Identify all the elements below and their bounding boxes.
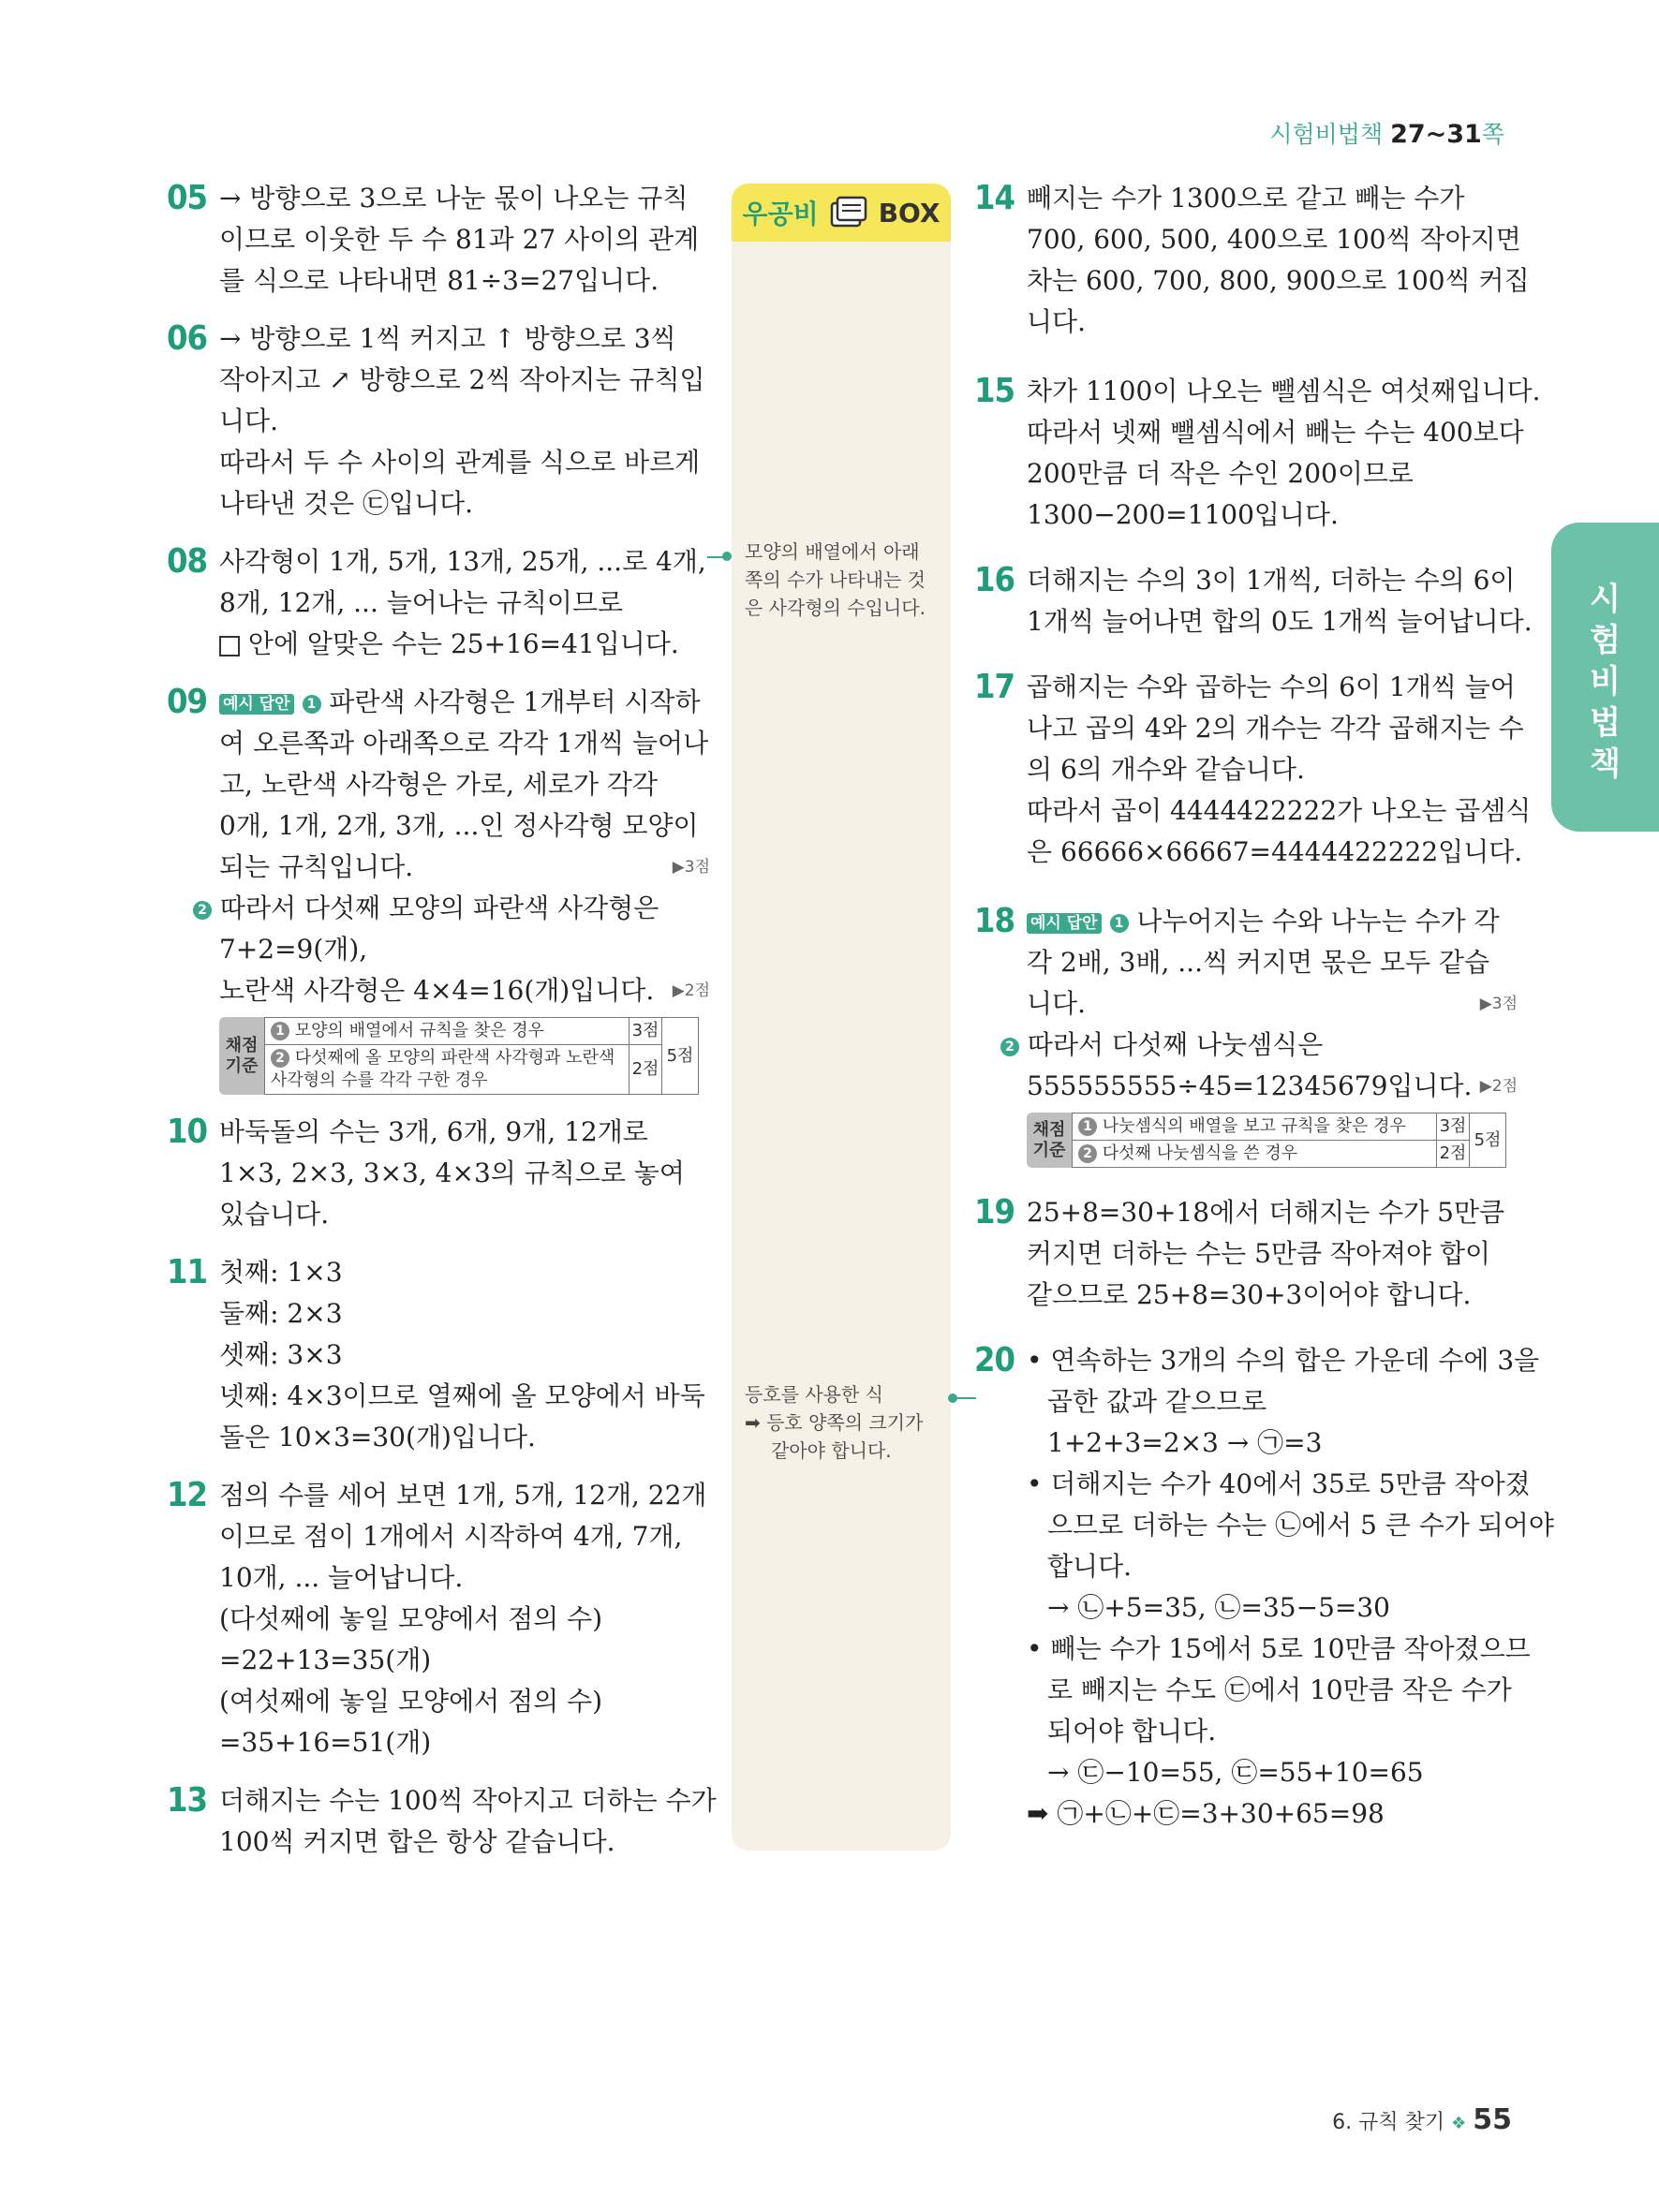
blank-box-icon	[219, 636, 240, 656]
problem-19	[974, 1192, 1518, 1316]
memo-line: 모양의 배열에서 아래	[745, 540, 920, 563]
score-points: 3점	[630, 1018, 662, 1045]
sidebar-title-word: 우공비	[742, 199, 819, 229]
text-line: 합니다.	[1047, 1551, 1133, 1582]
sidebar-title-box: BOX	[878, 197, 941, 229]
text-line: =22+13=35(개)	[219, 1644, 432, 1675]
points-label: ▶2점	[672, 981, 710, 1000]
problem-number: 05	[167, 179, 208, 217]
text-line: 노란색 사각형은 4×4=16(개)입니다.	[219, 975, 655, 1006]
problem-17	[974, 667, 1532, 873]
text-line: 따라서 넷째 뺄셈식에서 빼는 수는 400보다	[1027, 417, 1524, 448]
problem-number: 20	[974, 1341, 1015, 1379]
step-2-icon: 2	[1078, 1144, 1097, 1163]
text-line: 돌은 10×3=30(개)입니다.	[219, 1422, 536, 1453]
text-line: 으므로 더하는 수는 ㉡에서 5 큰 수가 되어야	[1047, 1510, 1554, 1541]
text-line: 고, 노란색 사각형은 가로, 세로가 각각	[219, 769, 659, 800]
problem-05	[167, 178, 710, 302]
page-number: 55	[1473, 2103, 1512, 2136]
text-line: → ㉢−10=55, ㉢=55+10=65	[1047, 1757, 1424, 1788]
scoring-table	[1027, 1113, 1518, 1168]
problem-number: 18	[974, 902, 1015, 940]
score-points: 2점	[630, 1045, 662, 1095]
text-line: 7+2=9(개),	[219, 934, 368, 965]
text-line: 커지면 더하는 수는 5만큼 작아져야 합이	[1027, 1238, 1491, 1269]
left-column	[167, 178, 717, 1880]
section-side-tab[interactable]	[1551, 523, 1659, 832]
score-criterion: 다섯째에 올 모양의 파란색 사각형과 노란색 사각형의 수를 각각 구한 경우	[271, 1048, 615, 1090]
text-line: 200만큼 더 작은 수인 200이므로	[1027, 458, 1414, 489]
problem-number: 10	[167, 1113, 208, 1151]
problem-18	[974, 901, 1518, 1168]
text-line: 이므로 점이 1개에서 시작하여 4개, 7개,	[219, 1521, 683, 1552]
scoring-label: 채점 기준	[1027, 1113, 1072, 1168]
text-line: 를 식으로 나타내면 81÷3=27입니다.	[219, 265, 659, 296]
text-line: 니다.	[1027, 306, 1086, 337]
text-line: 100씩 커지면 합은 항상 같습니다.	[219, 1826, 615, 1857]
chapter-title: 6. 규칙 찾기	[1332, 2111, 1445, 2134]
tab-char: 책	[1590, 745, 1621, 783]
connector-dot	[722, 552, 732, 561]
text-line: → 방향으로 3으로 나눈 몫이 나오는 규칙	[219, 183, 689, 214]
problem-number: 06	[167, 319, 208, 358]
diamond-icon: ❖	[1451, 2114, 1467, 2133]
text-line: 8개, 12개, ... 늘어나는 규칙이므로	[219, 587, 624, 618]
text-line: 셋째: 3×3	[219, 1339, 343, 1370]
sidebar-header	[732, 184, 951, 242]
step-2-icon: 2	[1000, 1038, 1019, 1056]
problem-12	[167, 1475, 710, 1763]
text-line: 사각형이 1개, 5개, 13개, 25개, ...로 4개,	[219, 546, 706, 577]
memo-note-20	[745, 1380, 923, 1465]
text-line: 각 2배, 3배, ...씩 커지면 몫은 모두 같습	[1027, 947, 1490, 978]
text-line: • 더해지는 수가 40에서 35로 5만큼 작아졌	[1027, 1468, 1531, 1499]
header-suffix: 쪽	[1481, 121, 1504, 148]
text-line: 니다.	[219, 406, 278, 436]
score-points: 2점	[1437, 1141, 1470, 1168]
text-line: 빼지는 수가 1300으로 같고 빼는 수가	[1027, 183, 1465, 214]
problem-16	[974, 560, 1533, 642]
scoring-label: 채점 기준	[219, 1017, 264, 1095]
text-line: 같으므로 25+8=30+3이어야 합니다.	[1027, 1279, 1472, 1310]
text-line: 넷째: 4×3이므로 열째에 올 모양에서 바둑	[219, 1380, 705, 1411]
problem-10	[167, 1112, 710, 1235]
text-line: 첫째: 1×3	[219, 1257, 343, 1288]
text-line: (여섯째에 놓일 모양에서 점의 수)	[219, 1686, 603, 1717]
text-line: • 빼는 수가 15에서 5로 10만큼 작아졌으므	[1027, 1633, 1531, 1664]
text-line: 따라서 다섯째 모양의 파란색 사각형은	[219, 892, 659, 923]
page-header	[1269, 116, 1504, 150]
problem-13	[167, 1780, 717, 1863]
text-line: 차가 1100이 나오는 뺄셈식은 여섯째입니다.	[1027, 376, 1541, 406]
score-criterion: 모양의 배열에서 규칙을 찾은 경우	[294, 1021, 545, 1040]
example-answer-badge: 예시 답안	[219, 694, 294, 715]
problem-08	[167, 541, 710, 665]
problem-06	[167, 318, 710, 524]
points-label: ▶3점	[1479, 995, 1518, 1013]
memo-line: 은 사각형의 수입니다.	[745, 597, 926, 619]
step-1-icon: 1	[1078, 1117, 1097, 1136]
score-total: 5점	[1470, 1113, 1506, 1168]
text-line: (다섯째에 놓일 모양에서 점의 수)	[219, 1603, 603, 1634]
right-column	[974, 178, 1554, 1851]
text-line: 나누어지는 수와 나누는 수가 각	[1136, 906, 1500, 936]
text-line: 0개, 1개, 2개, 3개, ...인 정사각형 모양이	[219, 810, 699, 841]
tab-char: 험	[1590, 622, 1621, 659]
points-label: ▶2점	[1479, 1077, 1518, 1096]
problem-number: 11	[167, 1253, 208, 1291]
memo-note-08	[745, 538, 926, 622]
text-line: 바둑돌의 수는 3개, 6개, 9개, 12개로	[219, 1116, 648, 1147]
text-line: 10개, ... 늘어납니다.	[219, 1562, 464, 1593]
text-line: 로 빼지는 수도 ㉢에서 10만큼 작은 수가	[1047, 1674, 1512, 1705]
problem-09	[167, 682, 710, 1095]
text-line: 점의 수를 세어 보면 1개, 5개, 12개, 22개	[219, 1480, 707, 1511]
problem-14	[974, 178, 1530, 343]
score-criterion: 나눗셈식의 배열을 보고 규칙을 찾은 경우	[1102, 1116, 1406, 1136]
problem-number: 19	[974, 1193, 1015, 1231]
tab-char: 비	[1590, 663, 1621, 700]
text-line: 파란색 사각형은 1개부터 시작하	[329, 686, 701, 717]
memo-sidebar	[732, 184, 951, 1851]
text-line: 이므로 이웃한 두 수 81과 27 사이의 관계	[219, 224, 700, 255]
text-line: 1+2+3=2×3 → ㉠=3	[1047, 1427, 1323, 1458]
text-line: 1×3, 2×3, 3×3, 4×3의 규칙으로 놓여	[219, 1158, 685, 1188]
text-line: 555555555÷45=12345679입니다.	[1027, 1070, 1473, 1101]
score-total: 5점	[662, 1018, 699, 1095]
memo-line: 등호를 사용한 식	[745, 1383, 883, 1406]
problem-number: 14	[974, 179, 1015, 217]
text-line: 따라서 두 수 사이의 관계를 식으로 바르게	[219, 447, 701, 478]
text-line: 되는 규칙입니다.	[219, 851, 414, 882]
example-answer-badge: 예시 답안	[1027, 913, 1102, 934]
points-label: ▶3점	[672, 858, 710, 877]
text-line: 더해지는 수의 3이 1개씩, 더하는 수의 6이	[1027, 565, 1516, 596]
step-2-icon: 2	[193, 901, 212, 920]
text-line: 곱해지는 수와 곱하는 수의 6이 1개씩 늘어	[1027, 671, 1516, 702]
text-line: 니다.	[1027, 988, 1086, 1019]
text-line: 700, 600, 500, 400으로 100씩 작아지면	[1027, 224, 1521, 255]
problem-number: 08	[167, 542, 208, 581]
text-line: 안에 알맞은 수는 25+16=41입니다.	[247, 628, 679, 659]
step-1-icon: 1	[271, 1022, 289, 1040]
text-line: 따라서 곱이 4444422222가 나오는 곱셈식	[1027, 795, 1532, 826]
problem-number: 09	[167, 683, 208, 721]
text-line: 차는 600, 700, 800, 900으로 100씩 커집	[1027, 265, 1530, 296]
problem-15	[974, 371, 1541, 536]
text-line: → ㉡+5=35, ㉡=35−5=30	[1047, 1592, 1390, 1623]
problem-11	[167, 1252, 710, 1458]
text-line: • 연속하는 3개의 수의 합은 가운데 수에 3을	[1027, 1345, 1540, 1376]
problem-number: 13	[167, 1781, 208, 1820]
problem-number: 16	[974, 561, 1015, 599]
memo-line: 쪽의 수가 나타내는 것	[745, 568, 926, 591]
text-line: 25+8=30+18에서 더해지는 수가 5만큼	[1027, 1197, 1505, 1228]
text-line: 있습니다.	[219, 1199, 330, 1230]
problem-number: 12	[167, 1476, 208, 1514]
tab-char: 시	[1590, 581, 1621, 618]
text-line: 나타낸 것은 ㉢입니다.	[219, 488, 474, 519]
problem-20	[974, 1340, 1554, 1835]
text-line: 곱한 값과 같으므로	[1047, 1386, 1267, 1417]
problem-number: 15	[974, 372, 1015, 410]
connector-line	[952, 1397, 976, 1399]
text-line: ➡ ㉠+㉡+㉢=3+30+65=98	[1027, 1798, 1385, 1829]
page-footer	[1332, 2103, 1512, 2136]
text-line: =35+16=51(개)	[219, 1727, 432, 1758]
text-line: 더해지는 수는 100씩 작아지고 더하는 수가	[219, 1785, 717, 1816]
text-line: 나고 곱의 4와 2의 개수는 각각 곱해지는 수	[1027, 713, 1524, 744]
text-line: 여 오른쪽과 아래쪽으로 각각 1개씩 늘어나	[219, 728, 709, 759]
text-line: 1300−200=1100입니다.	[1027, 499, 1339, 530]
memo-line: ➡ 등호 양쪽의 크기가	[745, 1411, 924, 1434]
text-line: 되어야 합니다.	[1047, 1716, 1217, 1747]
scoring-table	[219, 1017, 710, 1095]
header-pages: 27~31	[1390, 120, 1482, 149]
problem-number: 17	[974, 668, 1015, 706]
text-line: 1개씩 늘어나면 합의 0도 1개씩 늘어납니다.	[1027, 606, 1533, 637]
step-1-icon: 1	[303, 695, 321, 714]
header-label: 시험비법책	[1269, 121, 1384, 148]
memo-line: 같아야 합니다.	[771, 1439, 892, 1462]
score-points: 3점	[1437, 1113, 1470, 1141]
step-2-icon: 2	[271, 1049, 289, 1068]
step-1-icon: 1	[1110, 914, 1129, 933]
text-line: 따라서 다섯째 나눗셈식은	[1027, 1029, 1324, 1060]
text-line: 작아지고 ↗ 방향으로 2씩 작아지는 규칙입	[219, 364, 705, 395]
text-line: 둘째: 2×3	[219, 1298, 343, 1329]
text-line: 의 6의 개수와 같습니다.	[1027, 754, 1305, 785]
text-line: 은 66666×66667=4444422222입니다.	[1027, 836, 1523, 867]
box-icon	[828, 194, 869, 231]
score-criterion: 다섯째 나눗셈식을 쓴 경우	[1102, 1143, 1298, 1163]
tab-char: 법	[1590, 704, 1621, 742]
text-line: → 방향으로 1씩 커지고 ↑ 방향으로 3씩	[219, 323, 676, 354]
